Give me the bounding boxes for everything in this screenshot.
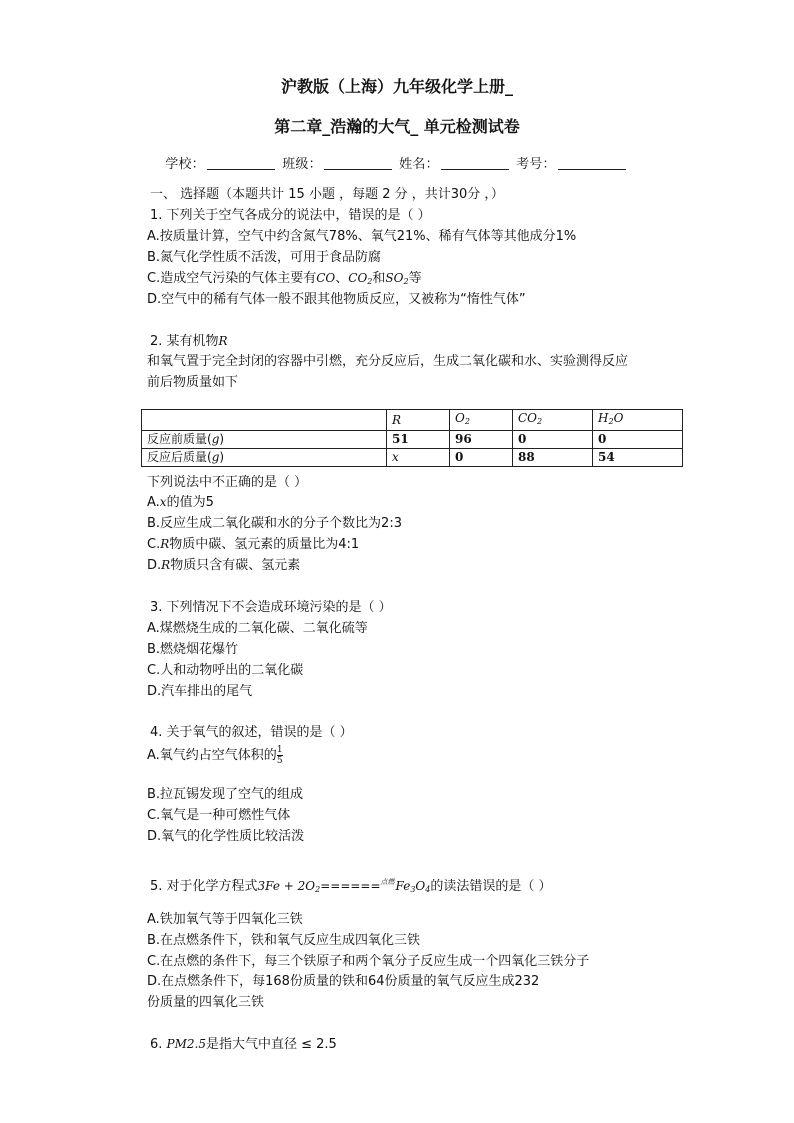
table-header-row xyxy=(142,410,683,431)
q1-c-and: 和 xyxy=(372,271,386,286)
title-line-1: 沪教版（上海）九年级化学上册_ xyxy=(280,77,513,96)
q1-c-co2: $CO_2$ xyxy=(348,271,373,286)
q1-option-a: A.按质量计算，空气中约含氮气78%、氧气21%、稀有气体等其他成分1% xyxy=(147,229,577,244)
q3-stem: 3. 下列情况下不会造成环境污染的是（ ） xyxy=(150,600,392,615)
name-label: 姓名： xyxy=(399,157,439,172)
q5-stem: 5. 对于化学方程式$3Fe + 2O_2======^{点燃}Fe_3O_4$的读法错误的是（ ） xyxy=(150,878,552,894)
q5-option-a: A.铁加氧气等于四氧化三铁 xyxy=(147,912,303,927)
q1-c-so2: $SO_2$ xyxy=(385,271,409,286)
table-header-r: R xyxy=(387,410,450,431)
table-row xyxy=(142,431,683,449)
table-header-h2o: $H_2O$ xyxy=(593,410,683,431)
class-label: 班级： xyxy=(282,157,322,172)
q2-option-a: A.x的值为5 xyxy=(147,495,214,510)
table-cell: 96 xyxy=(450,431,513,449)
q2-option-c: C.R物质中碳、氢元素的质量比为4:1 xyxy=(147,537,360,552)
q5-equation: $3Fe + 2O_2======^{点燃}Fe_3O_4$ xyxy=(257,878,431,894)
table-row-label: 反应后质量(g) xyxy=(142,449,387,467)
section-heading: 一、 选择题（本题共计 15 小题 ，每题 2 分 ，共计30分 ，） xyxy=(150,187,504,202)
q1-option-b: B.氮气化学性质不活泼，可用于食品防腐 xyxy=(147,250,382,265)
q1-c-text: C.造成空气污染的气体主要有 xyxy=(147,271,317,286)
q4-option-b: B.拉瓦锡发现了空气的组成 xyxy=(147,787,304,802)
student-info-row xyxy=(0,153,794,172)
q2-r-symbol: R xyxy=(218,334,228,348)
title-line-2: 第二章_浩瀚的大气_ 单元检测试卷 xyxy=(274,117,520,136)
table-cell: 51 xyxy=(387,431,450,449)
q1-c-post: 等 xyxy=(408,271,422,286)
table-header-empty xyxy=(142,410,387,431)
q6-stem: 6. PM2.5是指大气中直径 ≤ 2.5 xyxy=(150,1037,337,1052)
q2-stem-line-2: 和氧气置于完全封闭的容器中引燃，充分反应后，生成二氧化碳和水、实验测得反应 xyxy=(147,354,629,369)
exam-no-blank[interactable] xyxy=(558,169,626,170)
q5-option-d-line-1: D.在点燃条件下，每168份质量的铁和64份质量的氧气反应生成232 xyxy=(147,974,540,989)
table-cell: 0 xyxy=(593,431,683,449)
q2-stem: 2. 某有机物R xyxy=(150,334,228,349)
q4-fraction: $\frac{1}{5}$ xyxy=(276,745,283,766)
school-label: 学校： xyxy=(165,157,205,172)
q5-option-b: B.在点燃条件下，铁和氧气反应生成四氧化三铁 xyxy=(147,933,421,948)
q2-stem-line-3: 前后物质量如下 xyxy=(147,375,239,390)
table-cell: 88 xyxy=(513,449,593,467)
q5-option-c: C.在点燃的条件下，每三个铁原子和两个氧分子反应生成一个四氧化三铁分子 xyxy=(147,954,590,969)
table-header-co2: $CO_2$ xyxy=(513,410,593,431)
q2-mass-table xyxy=(141,409,683,467)
q2-option-b: B.反应生成二氧化碳和水的分子个数比为2:3 xyxy=(147,516,402,531)
q5-option-d-line-2: 份质量的四氧化三铁 xyxy=(147,995,265,1010)
q4-option-c: C.氧气是一种可燃性气体 xyxy=(147,808,291,823)
q1-option-c xyxy=(147,267,422,286)
class-blank[interactable] xyxy=(324,169,392,170)
q2-ask: 下列说法中不正确的是（ ） xyxy=(147,475,308,490)
q3-option-d: D.汽车排出的尾气 xyxy=(147,684,253,699)
school-blank[interactable] xyxy=(207,169,275,170)
q3-option-b: B.燃烧烟花爆竹 xyxy=(147,642,239,657)
table-row xyxy=(142,449,683,467)
table-cell: x xyxy=(387,449,450,467)
exam-no-label: 考号： xyxy=(516,157,556,172)
name-blank[interactable] xyxy=(441,169,509,170)
table-cell: 54 xyxy=(593,449,683,467)
q1-c-co: CO xyxy=(316,271,336,285)
table-header-o2: $O_2$ xyxy=(450,410,513,431)
table-cell: 0 xyxy=(513,431,593,449)
q3-option-c: C.人和动物呼出的二氧化碳 xyxy=(147,663,304,678)
q4-option-a: A.氧气约占空气体积的 $\frac{1}{5}$ xyxy=(147,745,283,766)
q4-option-d: D.氧气的化学性质比较活泼 xyxy=(147,829,305,844)
q1-c-sep: 、 xyxy=(335,271,349,286)
q1-option-d: D.空气中的稀有气体一般不跟其他物质反应，又被称为“惰性气体” xyxy=(147,292,526,307)
q4-stem: 4. 关于氧气的叙述，错误的是（ ） xyxy=(150,725,353,740)
q1-stem: 1. 下列关于空气各成分的说法中，错误的是（ ） xyxy=(150,208,431,223)
table-row-label: 反应前质量(g) xyxy=(142,431,387,449)
q2-option-d: D.R物质只含有碳、氢元素 xyxy=(147,558,301,573)
q3-option-a: A.煤燃烧生成的二氧化碳、二氧化硫等 xyxy=(147,621,368,636)
table-cell: 0 xyxy=(450,449,513,467)
